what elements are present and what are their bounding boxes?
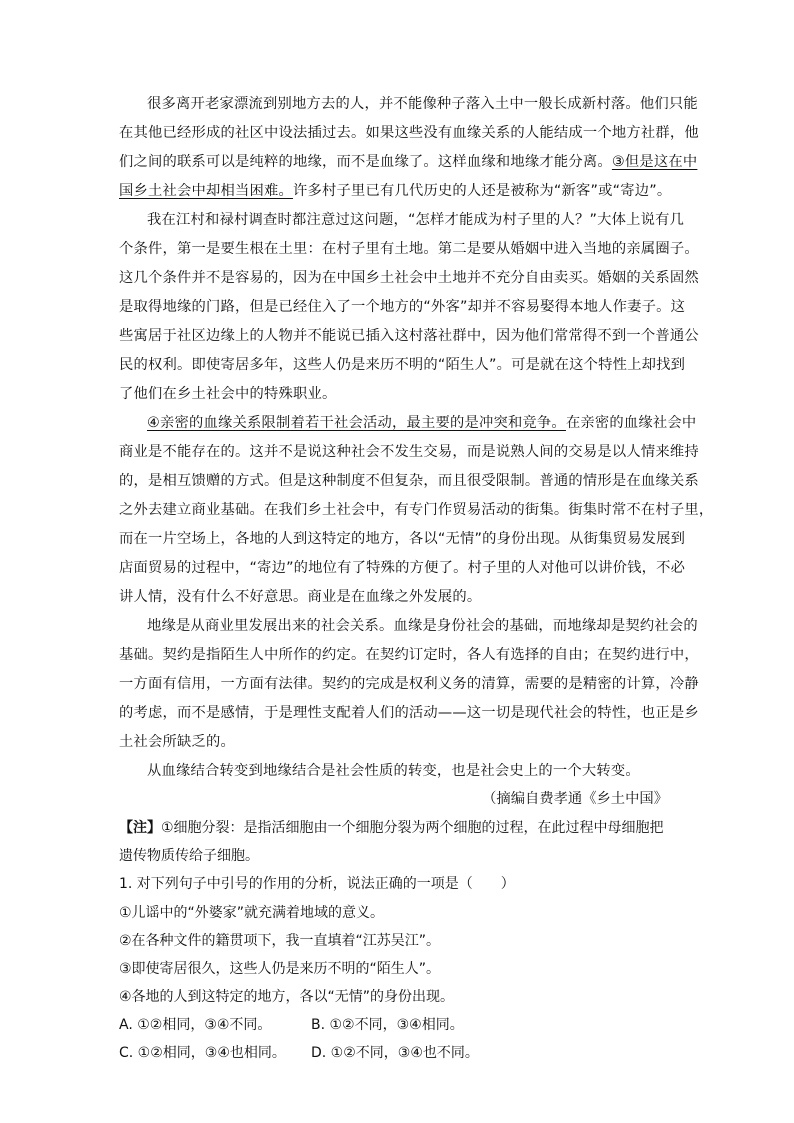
plain-text: 们之间的联系可以是纯粹的地缘，而不是血缘了。这样血缘和地缘才能分离。 (119, 154, 612, 170)
paragraph-3-line: 的，是相互馈赠的方式。但是这种制度不但复杂，而且很受限制。普通的情形是在血缘关系 (119, 473, 699, 489)
paragraph-1-line: 在其他已经形成的社区中设法插过去。如果这些没有血缘关系的人能结成一个地方社群，他 (119, 125, 699, 141)
paragraph-3-line: 而在一片空场上，各地的人到这特定的地方，各以“无情”的身份出现。从街集贸易发展到 (119, 531, 686, 547)
underlined-sentence-3: 国乡土社会中却相当困难。 (119, 183, 293, 199)
underlined-sentence-4: ④亲密的血缘关系限制着若干社会活动，最主要的是冲突和竞争。 (147, 415, 566, 431)
paragraph-2-line: 民的权利。即使寄居多年，这些人仍是来历不明的“陌生人”。可是就在这个特性上却找到 (119, 357, 686, 373)
paragraph-3-line (147, 413, 696, 433)
question-item: ③即使寄居很久，这些人仍是来历不明的“陌生人”。 (119, 961, 441, 977)
paragraph-4-line: 土社会所缺乏的。 (119, 734, 235, 750)
note-line: 遗传物质传给子细胞。 (119, 848, 259, 864)
paragraph-3-line: 之外去建立商业基础。在我们乡土社会中，有专门作贸易活动的街集。街集时常不在村子里， (119, 502, 714, 518)
question-stem: 1. 对下列句子中引号的作用的分析，说法正确的一项是（ ） (119, 876, 515, 892)
option-c[interactable]: C. ①②相同，③④也相同。 (119, 1045, 286, 1061)
paragraph-2-line: 些寓居于社区边缘上的人物并不能说已插入这村落社群中，因为他们常常得不到一个普通公 (119, 328, 699, 344)
paragraph-2-line: 了他们在乡土社会中的特殊职业。 (119, 386, 337, 402)
paragraph-1-line (119, 181, 671, 201)
note-text: ①细胞分裂：是指活细胞由一个细胞分裂为两个细胞的过程，在此过程中母细胞把 (161, 820, 664, 836)
paragraph-4-line: 一方面有信用，一方面有法律。契约的完成是权利义务的清算，需要的是精密的计算，冷静 (119, 676, 699, 692)
underlined-sentence-3: ③但是这在中 (611, 154, 698, 170)
paragraph-2-line: 我在江村和禄村调查时都注意过这问题，“怎样才能成为村子里的人？”大体上说有几 (147, 212, 685, 228)
paragraph-4-line: 地缘是从商业里发展出来的社会关系。血缘是身份社会的基础，而地缘却是契约社会的 (147, 618, 698, 634)
question-item: ①儿谣中的“外婆家”就充满着地域的意义。 (119, 905, 385, 921)
plain-text: 许多村子里已有几代历史的人还是被称为“新客”或“寄边”。 (292, 183, 672, 199)
paragraph-2-line: 个条件，第一是要生根在土里：在村子里有土地。第二是要从婚姻中进入当地的亲属圈子。 (119, 241, 699, 257)
paragraph-1-line: 很多离开老家漂流到别地方去的人，并不能像种子落入土中一般长成新村落。他们只能 (147, 96, 698, 112)
question-item: ④各地的人到这特定的地方，各以“无情”的身份出现。 (119, 989, 455, 1005)
option-b[interactable]: B. ①②不同，③④相同。 (311, 1017, 464, 1033)
paragraph-4-line: 基础。契约是指陌生人中所作的约定。在契约订定时，各人有选择的自由；在契约进行中， (119, 647, 699, 663)
paragraph-2-line: 这几个条件并不是容易的，因为在中国乡土社会中土地并不充分自由卖买。婚姻的关系固然 (119, 270, 699, 286)
question-item: ②在各种文件的籍贯项下，我一直填着“江苏吴江”。 (119, 933, 441, 949)
paragraph-1-line (119, 152, 697, 172)
paragraph-3-line: 商业是不能存在的。这并不是说这种社会不发生交易，而是说熟人间的交易是以人情来维持 (119, 444, 699, 460)
option-a[interactable]: A. ①②相同，③④不同。 (119, 1017, 272, 1033)
paragraph-3-line: 讲人情，没有什么不好意思。商业是在血缘之外发展的。 (119, 589, 482, 605)
note-line (119, 818, 664, 838)
option-d[interactable]: D. ①②不同，③④也不同。 (311, 1045, 479, 1061)
paragraph-3-line: 店面贸易的过程中，“寄边”的地位有了特殊的方便了。村子里的人对他可以讲价钱，不必 (119, 560, 686, 576)
paragraph-2-line: 是取得地缘的门路，但是已经住入了一个地方的“外客”却并不容易娶得本地人作妻子。这 (119, 299, 686, 315)
paragraph-5-line: 从血缘结合转变到地缘结合是社会性质的转变，也是社会史上的一个大转变。 (147, 763, 640, 779)
paragraph-4-line: 的考虑，而不是感情，于是理性支配着人们的活动——这一切是现代社会的特性，也正是乡 (119, 705, 699, 721)
source-citation: （摘编自费孝通《乡土中国》 (482, 791, 668, 807)
plain-text: 在亲密的血缘社会中 (565, 415, 697, 431)
note-label: 【注】 (119, 820, 161, 836)
